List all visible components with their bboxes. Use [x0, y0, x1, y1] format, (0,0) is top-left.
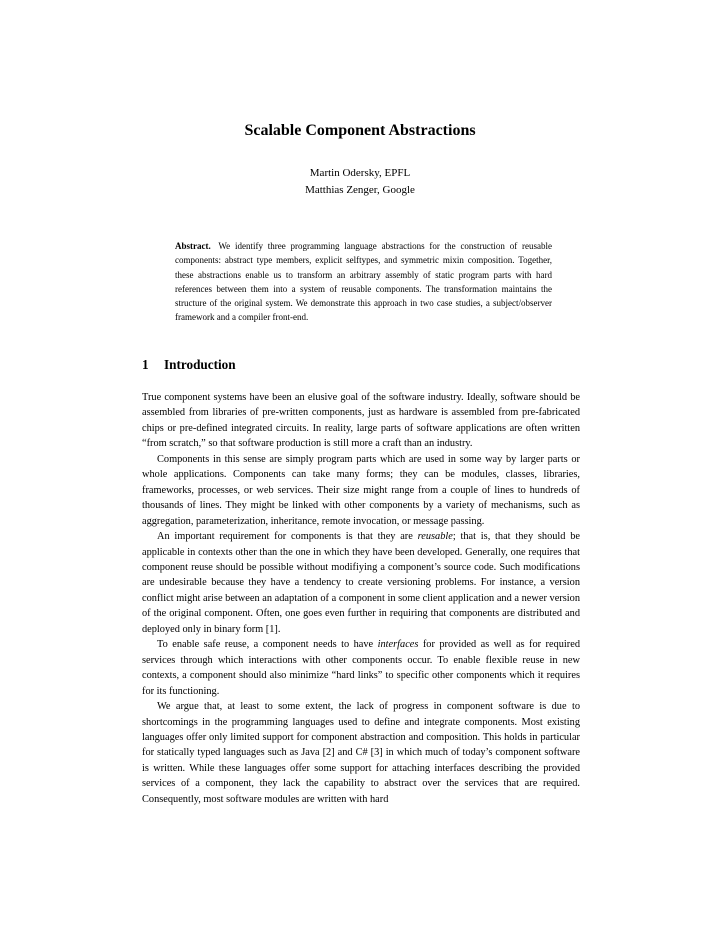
- paragraph-5: We argue that, at least to some extent, the lack of progress in component software is due to shortcomings in the programming languages used to define and integrate components. Most existing languages offer only limited support for component abstraction and composition. This holds in particular for statically typed languages such as Java [2] and C# [3] in which much of today’s component software is written. While these languages offer some support for attaching interfaces describing the provided services of a component, they lack the capability to abstract over the services that are required. Consequently, most software modules are written with hard: [142, 701, 580, 805]
- body-text: [142, 390, 580, 807]
- section-heading: [142, 356, 236, 374]
- emphasis-interfaces: interfaces: [377, 639, 419, 651]
- paragraph-1: True component systems have been an elusive goal of the software industry. Ideally, software should be assembled from libraries of pre-written components, just as hardware is assembled from pre-fabricated chips or pre-defined integrated circuits. In reality, large parts of software applications are often written “from scratch,” so that software production is still more a craft than an industry.: [142, 392, 580, 450]
- paragraph-4: [142, 637, 580, 699]
- paper-title: Scalable Component Abstractions: [244, 122, 476, 139]
- paragraph-2: Components in this sense are simply program parts which are used in some way by larger parts or whole applications. Components can take many forms; they can be modules, classes, libraries, frameworks, processes, or web services. Their size might range from a couple of lines to hundreds of thousands of lines. They might be linked with other components by a variety of mechanisms, such as aggregation, parameterization, inheritance, remote invocation, or message passing.: [142, 453, 580, 527]
- emphasis-reusable: reusable: [417, 531, 453, 543]
- paragraph-3: [142, 529, 580, 637]
- author-1: Martin Odersky, EPFL: [309, 167, 411, 179]
- abstract-label: Abstract.: [175, 241, 211, 251]
- abstract: [175, 239, 552, 325]
- author-2: Matthias Zenger, Google: [305, 184, 415, 196]
- paragraph-4-part-b: for provided as well as for required services through which interactions with other components occur. To enable flexible reuse in new contexts, a component should also minimize “hard links” to specific other components which it requires for its functioning.: [142, 639, 580, 697]
- section-title: Introduction: [164, 357, 236, 372]
- paragraph-3-part-b: ; that is, that they should be applicable in contexts other than the one in which they have been developed. Generally, one requires that component reuse should be possible without modifiying a component’s source code. Such modifications are undesirable because they have a tendency to create versioning problems. For instance, a version conflict might arise between an adaptation of a component in some client application and a newer version of the original component. Often, one goes even further in requiring that components are distributed and deployed only in binary form [1].: [142, 531, 581, 635]
- section-number: 1: [142, 357, 149, 372]
- paragraph-4-part-a: To enable safe reuse, a component needs to have: [157, 639, 378, 651]
- author-list: [0, 165, 720, 199]
- abstract-text: We identify three programming language abstractions for the construction of reusable components: abstract type members, explicit selftypes, and symmetric mixin composition. Together, these abstractions enable us to transform an arbitrary assembly of static program parts with hard references between them into a system of reusable components. The transformation maintains the structure of the original system. We demonstrate this approach in two case studies, a subject/observer framework and a compiler front-end.: [175, 241, 553, 323]
- paragraph-3-part-a: An important requirement for components is that they are: [157, 531, 418, 543]
